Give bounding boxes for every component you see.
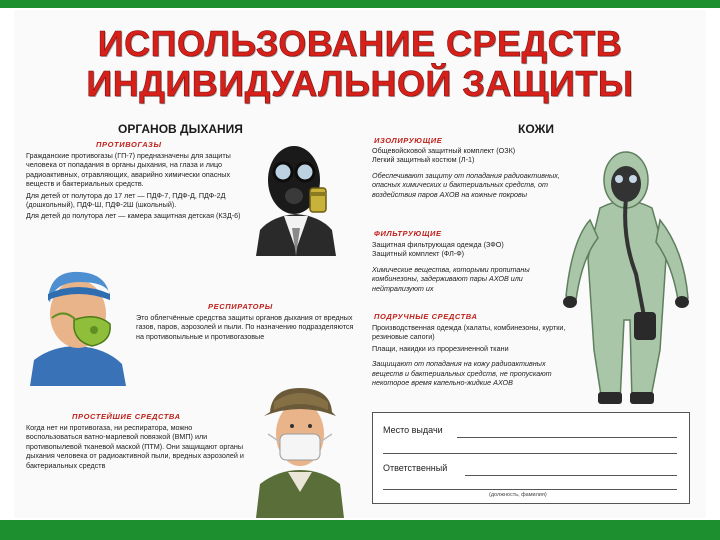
respirators-paragraph: Это облегчённые средства защиты органов дыхания от вредных газов, паров, аэрозолей и пыли. По назначению подразделяются на противопыльные и противогазовые xyxy=(136,313,354,341)
improvised-paragraph-2: Плащи, накидки из прорезиненной ткани xyxy=(372,343,509,353)
top-green-bar xyxy=(0,0,720,8)
poster-title-line-2: ИНДИВИДУАЛЬНОЙ ЗАЩИТЫ xyxy=(86,63,634,104)
filtering-note: Химические вещества, которыми пропитаны комбинезоны, задерживают пары АХОВ или нейтрализуют их xyxy=(372,264,530,293)
subheading-isolating: ИЗОЛИРУЮЩИЕ xyxy=(374,136,443,145)
bottom-green-bar xyxy=(0,520,720,540)
section-heading-breathing: ОРГАНОВ ДЫХАНИЯ xyxy=(118,122,243,136)
subheading-respirators: РЕСПИРАТОРЫ xyxy=(208,302,273,311)
filtering-item-1: Защитная фильтрующая одежда (ЗФО) xyxy=(372,240,504,249)
subheading-simple-means: ПРОСТЕЙШИЕ СРЕДСТВА xyxy=(72,412,181,421)
filtering-text xyxy=(372,240,568,295)
responsible-line-2 xyxy=(383,489,677,490)
simple-means-text xyxy=(26,423,248,472)
isolating-text xyxy=(372,146,568,201)
issue-place-label: Место выдачи xyxy=(383,425,443,435)
subheading-gasmasks: ПРОТИВОГАЗЫ xyxy=(96,140,162,149)
gasmasks-paragraph-3: Для детей до полутора лет — камера защитная детская (КЗД-6) xyxy=(26,211,241,221)
isolating-item-2: Легкий защитный костюм (Л-1) xyxy=(372,155,475,165)
responsible-line xyxy=(465,475,677,476)
improvised-text xyxy=(372,323,568,389)
gasmasks-text xyxy=(26,151,254,223)
section-heading-skin: КОЖИ xyxy=(518,122,554,136)
gauze-mask-person-illustration xyxy=(252,372,348,518)
isolating-note: Обеспечивают защиту от попадания радиоактивных, опасных химических и бактериальных средств, от воздействия паров АХОВ на кожные покровы xyxy=(372,170,560,199)
responsible-label: Ответственный xyxy=(383,463,448,473)
improvised-paragraph-1: Производственная одежда (халаты, комбинезоны, куртки, резиновые сапоги) xyxy=(372,323,566,342)
gasmasks-paragraph-2: Для детей от полутора до 17 лет — ПДФ-7, ПДФ-Д, ПДФ-2Д (дошкольный), ПДФ-Ш, ПДФ-2Ш (школьный). xyxy=(26,190,226,210)
issue-place-line-2 xyxy=(383,453,677,454)
poster-title-line-1: ИСПОЛЬЗОВАНИЕ СРЕДСТВ xyxy=(97,23,623,64)
respirator-person-illustration xyxy=(30,268,130,386)
simple-means-paragraph: Когда нет ни противогаза, ни респиратора, можно воспользоваться ватно-марлевой повязкой (ВМП) или противопылевой тканевой маской (ПТМ). Они защищают органы дыхания человека от радиоактивной пыли, вредных аэрозолей и бактериальных средств xyxy=(26,423,244,470)
position-surname-caption: (должность, фамилия) xyxy=(489,492,547,498)
filtering-item-2: Защитный комплект (ФЛ-Ф) xyxy=(372,249,465,259)
subheading-improvised: ПОДРУЧНЫЕ СРЕДСТВА xyxy=(374,312,478,321)
issue-place-line xyxy=(457,437,677,438)
gasmask-person-illustration xyxy=(254,132,338,256)
protective-suit-person-illustration xyxy=(560,146,698,408)
issue-info-form xyxy=(372,412,690,504)
respirators-text xyxy=(136,313,356,343)
gasmasks-paragraph-1: Гражданские противогазы (ГП-7) предназначены для защиты человека от попадания в органы дыхания, на глаза и лицо радиоактивных, отравляющих, аварийно химически опасных веществ и бактериальных средств. xyxy=(26,151,231,189)
isolating-item-1: Общевойсковой защитный комплект (ОЗК) xyxy=(372,146,516,155)
improvised-note: Защищают от попадания на кожу радиоактивных веществ и бактериальных средств, не пропускают некоторое время капельно-жидкие АХОВ xyxy=(372,359,552,388)
subheading-filtering: ФИЛЬТРУЮЩИЕ xyxy=(374,229,442,238)
